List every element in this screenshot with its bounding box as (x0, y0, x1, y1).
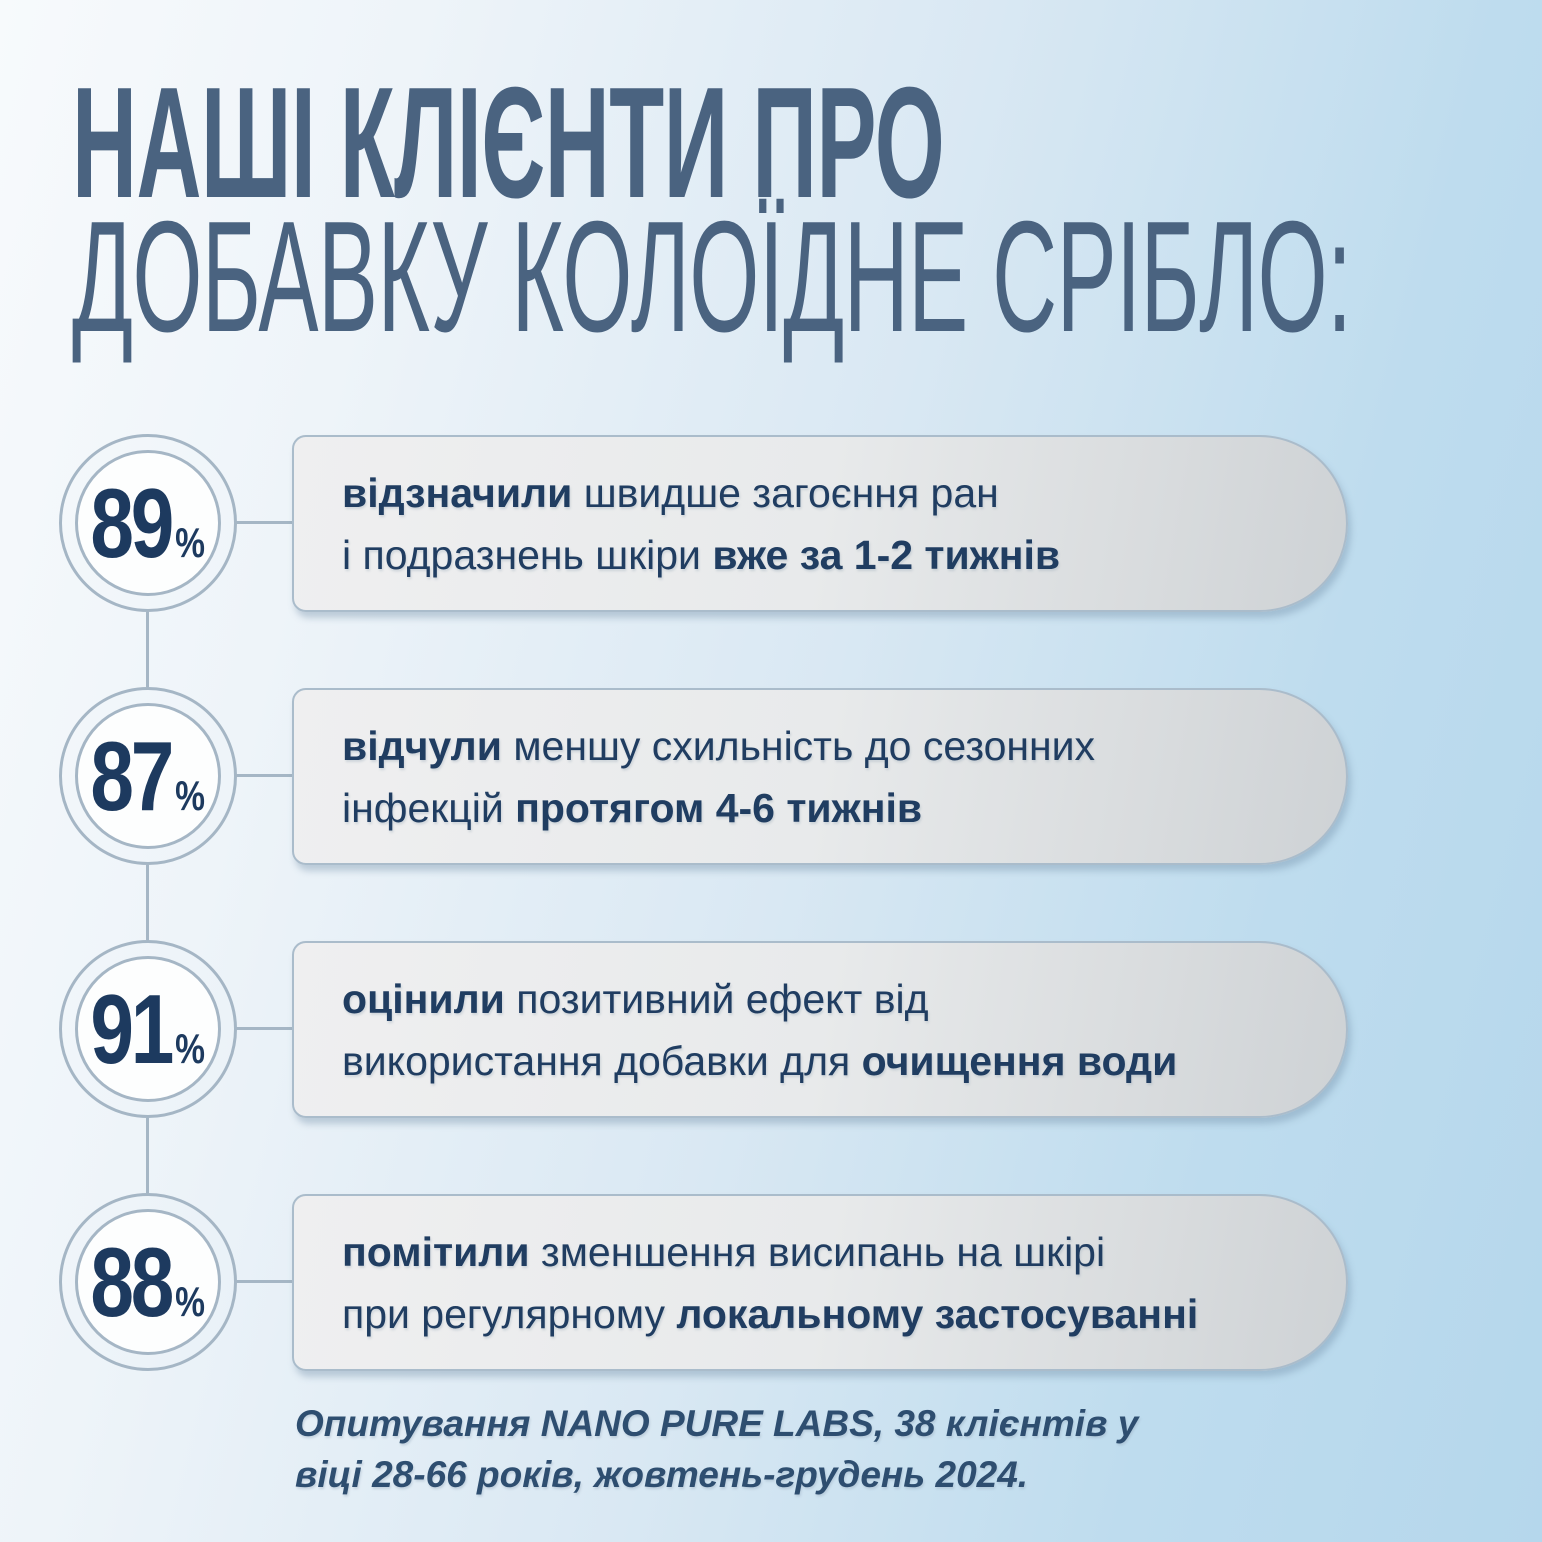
stat-circle-1 (59, 434, 237, 612)
stat-circle-4 (59, 1193, 237, 1371)
stat-card-2-line2-start: інфекцій (342, 784, 516, 831)
stat-card-2-text (342, 715, 1095, 839)
connector-vertical-2 (146, 865, 149, 940)
page-title (72, 55, 1542, 365)
stat-card-4-bold-lead: помітили (342, 1228, 530, 1275)
survey-footnote (295, 1398, 1138, 1500)
connector-horizontal-2 (236, 774, 294, 777)
survey-footnote-line-2: віці 28-66 років, жовтень-грудень 2024. (295, 1454, 1029, 1495)
stat-card-1-line2-start: і подразнень шкіри (342, 531, 713, 578)
stat-card-3-line2-start: використання добавки для (342, 1037, 862, 1084)
stat-value-4 (90, 1227, 206, 1337)
connector-horizontal-1 (236, 521, 294, 524)
stat-circle-1-inner (75, 450, 221, 596)
stat-circle-4-inner (75, 1209, 221, 1355)
percent-sign-2: % (175, 772, 206, 819)
stat-card-1-text (342, 462, 1060, 586)
percent-sign-3: % (175, 1025, 206, 1072)
connector-horizontal-4 (236, 1280, 294, 1283)
stat-card-4 (292, 1194, 1348, 1371)
stat-card-2-bold-lead: відчули (342, 722, 502, 769)
stat-card-4-bold-tail: локальному застосуванні (676, 1290, 1199, 1337)
stat-card-4-text (342, 1221, 1198, 1345)
stat-card-2-line1-rest: меншу схильність до сезонних (501, 722, 1096, 769)
title-line-2: ДОБАВКУ КОЛОЇДНЕ СРІБЛО: (72, 189, 1352, 365)
stat-number-4: 88 (90, 1227, 172, 1337)
percent-sign-1: % (175, 519, 206, 566)
stat-card-1-bold-lead: відзначили (342, 469, 573, 516)
stat-number-3: 91 (90, 974, 172, 1084)
stat-circle-3 (59, 940, 237, 1118)
connector-horizontal-3 (236, 1027, 294, 1030)
title-line-1: НАШІ КЛІЄНТИ ПРО (72, 55, 945, 231)
stat-card-3-bold-tail: очищення води (861, 1037, 1178, 1084)
stat-value-1 (90, 468, 206, 578)
stat-card-4-line2-start: при регулярному (342, 1290, 677, 1337)
stat-number-1: 89 (90, 468, 172, 578)
connector-vertical-3 (146, 1118, 149, 1193)
stat-card-4-line1-rest: зменшення висипань на шкірі (529, 1228, 1106, 1275)
stat-card-1 (292, 435, 1348, 612)
stat-number-2: 87 (90, 721, 172, 831)
stat-value-2 (90, 721, 206, 831)
connector-vertical-1 (146, 612, 149, 687)
stat-card-3 (292, 941, 1348, 1118)
stat-circle-2-inner (75, 703, 221, 849)
stat-card-3-text (342, 968, 1177, 1092)
stat-card-2 (292, 688, 1348, 865)
survey-footnote-line-1: Опитування NANO PURE LABS, 38 клієнтів у (295, 1403, 1139, 1444)
stat-card-1-line1-rest: швидше загоєння ран (572, 469, 999, 516)
stat-card-1-bold-tail: вже за 1-2 тижнів (712, 531, 1061, 578)
stat-circle-2 (59, 687, 237, 865)
stat-card-2-bold-tail: протягом 4-6 тижнів (515, 784, 923, 831)
stat-circle-3-inner (75, 956, 221, 1102)
stat-card-3-line1-rest: позитивний ефект від (504, 975, 929, 1022)
stat-card-3-bold-lead: оцінили (342, 975, 505, 1022)
percent-sign-4: % (175, 1278, 206, 1325)
stat-value-3 (90, 974, 206, 1084)
